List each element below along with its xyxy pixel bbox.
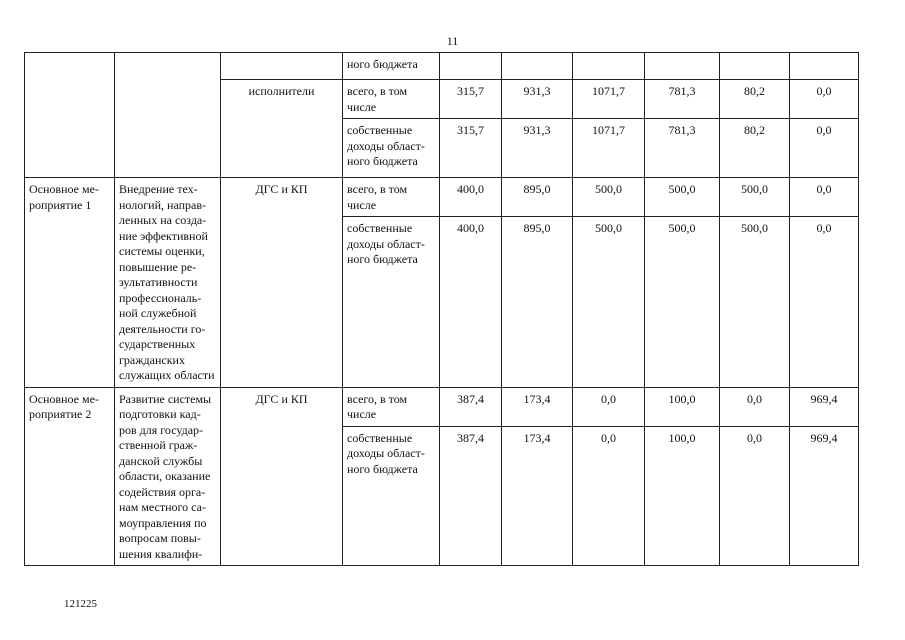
measure-cell xyxy=(25,53,115,178)
value-cell: 895,0 xyxy=(502,178,573,217)
value-cell: 173,4 xyxy=(502,387,573,426)
value-cell xyxy=(502,53,573,80)
document-code: 121225 xyxy=(64,598,97,610)
value-cell: 500,0 xyxy=(573,178,645,217)
value-cell: 500,0 xyxy=(573,217,645,388)
value-cell: 173,4 xyxy=(502,426,573,566)
value-cell: 500,0 xyxy=(645,178,720,217)
value-cell: 1071,7 xyxy=(573,119,645,178)
value-cell: 100,0 xyxy=(645,387,720,426)
budget-table xyxy=(24,52,859,566)
funding-source-cell: собственные доходы област-ного бюджета xyxy=(343,217,440,388)
value-cell: 781,3 xyxy=(645,119,720,178)
value-cell: 0,0 xyxy=(573,426,645,566)
value-cell: 0,0 xyxy=(720,387,790,426)
executor-cell: ДГС и КП xyxy=(221,178,343,388)
value-cell: 500,0 xyxy=(720,217,790,388)
funding-source-cell: ного бюджета xyxy=(343,53,440,80)
value-cell: 387,4 xyxy=(440,387,502,426)
executor-cell: ДГС и КП xyxy=(221,387,343,566)
executor-cell xyxy=(221,53,343,80)
value-cell: 895,0 xyxy=(502,217,573,388)
value-cell: 80,2 xyxy=(720,119,790,178)
measure-cell: Основное ме-роприятие 2 xyxy=(25,387,115,566)
page-number: 11 xyxy=(446,34,459,48)
value-cell: 315,7 xyxy=(440,80,502,119)
value-cell xyxy=(790,53,859,80)
measure-cell: Основное ме-роприятие 1 xyxy=(25,178,115,388)
value-cell: 781,3 xyxy=(645,80,720,119)
table-row xyxy=(25,387,859,426)
value-cell: 0,0 xyxy=(573,387,645,426)
value-cell xyxy=(440,53,502,80)
value-cell: 931,3 xyxy=(502,80,573,119)
description-cell xyxy=(115,53,221,178)
value-cell: 500,0 xyxy=(720,178,790,217)
description-cell: Развитие системы подготовки кад-ров для государ-ственной граж-данской службы области, оказание содействия орга-нам местного са-моуправления по вопросам повы-шения квалифи- xyxy=(115,387,221,566)
value-cell: 0,0 xyxy=(790,217,859,388)
value-cell: 80,2 xyxy=(720,80,790,119)
table-row xyxy=(25,53,859,80)
value-cell: 500,0 xyxy=(645,217,720,388)
value-cell: 400,0 xyxy=(440,217,502,388)
value-cell: 400,0 xyxy=(440,178,502,217)
value-cell: 387,4 xyxy=(440,426,502,566)
value-cell: 1071,7 xyxy=(573,80,645,119)
value-cell: 0,0 xyxy=(790,178,859,217)
value-cell: 100,0 xyxy=(645,426,720,566)
value-cell: 969,4 xyxy=(790,387,859,426)
funding-source-cell: всего, в том числе xyxy=(343,80,440,119)
value-cell: 0,0 xyxy=(790,80,859,119)
value-cell: 315,7 xyxy=(440,119,502,178)
value-cell: 0,0 xyxy=(790,119,859,178)
value-cell: 969,4 xyxy=(790,426,859,566)
description-cell: Внедрение тех-нологий, направ-ленных на созда-ние эффективной системы оценки, повышение ре-зультативности профессиональ-ной служебной деятельности го-сударственных гражданских служащих области xyxy=(115,178,221,388)
table-row xyxy=(25,178,859,217)
value-cell: 931,3 xyxy=(502,119,573,178)
funding-source-cell: собственные доходы област-ного бюджета xyxy=(343,426,440,566)
value-cell xyxy=(720,53,790,80)
funding-source-cell: всего, в том числе xyxy=(343,178,440,217)
funding-source-cell: собственные доходы област-ного бюджета xyxy=(343,119,440,178)
executor-cell: исполнители xyxy=(221,80,343,178)
value-cell xyxy=(573,53,645,80)
funding-source-cell: всего, в том числе xyxy=(343,387,440,426)
value-cell: 0,0 xyxy=(720,426,790,566)
value-cell xyxy=(645,53,720,80)
